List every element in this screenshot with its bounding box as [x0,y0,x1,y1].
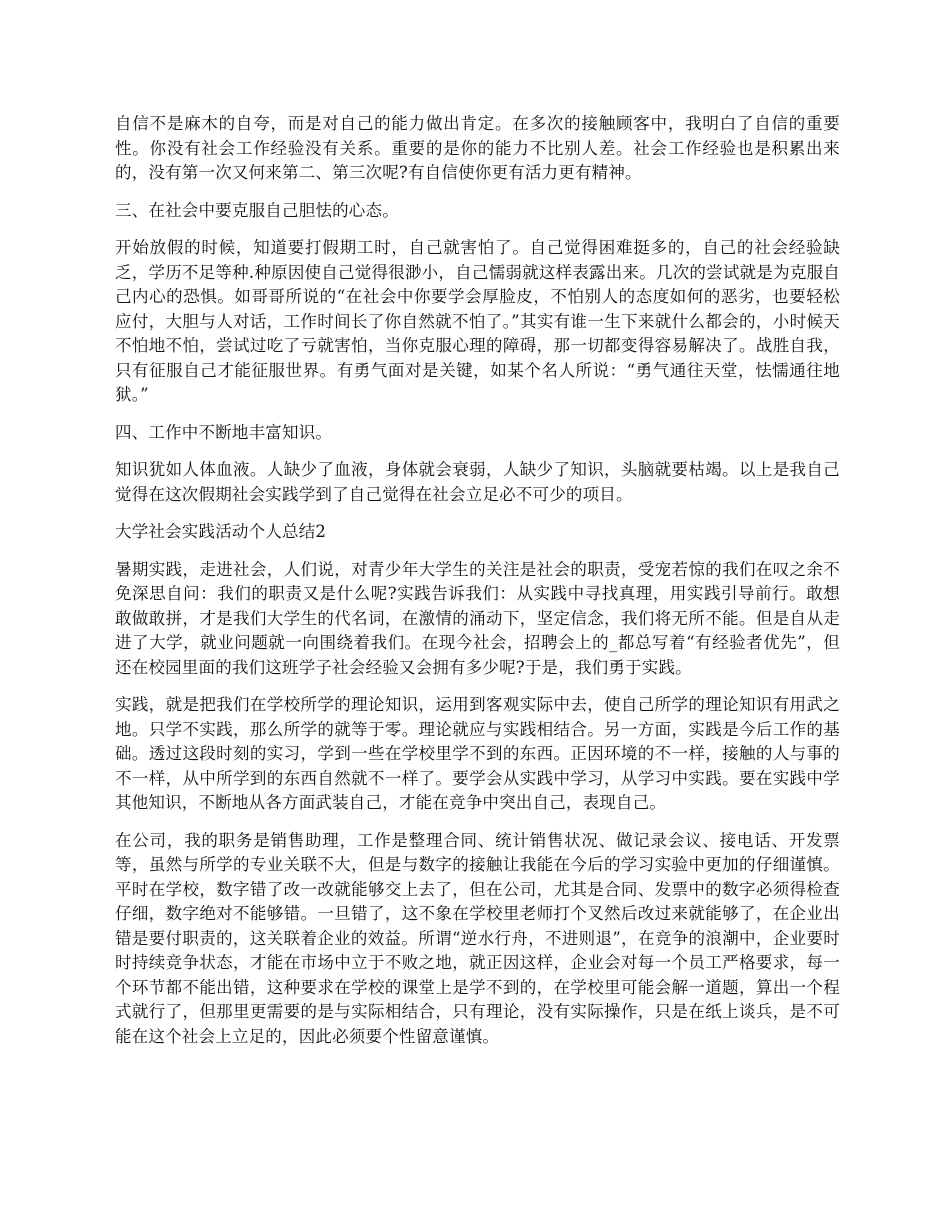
document-page [115,112,840,1062]
paragraph-overcome-fear: 开始放假的时候，知道要打假期工时，自己就害怕了。自己觉得困难挺多的，自己的社会经验缺乏，学历不足等种.种原因使自己觉得很渺小，自己懦弱就这样表露出来。几次的尝试就是为克服自己内心的恐惧。如哥哥所说的“在社会中你要学会厚脸皮，不怕别人的态度如何的恶劣，也要轻松应付，大胆与人对话，工作时间长了你自然就不怕了。”其实有谁一生下来就什么都会的，小时候天不怕地不怕，尝试过吃了亏就害怕，当你克服心理的障碍，那一切都变得容易解决了。战胜自我，只有征服自己才能征服世界。有勇气面对是关键，如某个名人所说：“勇气通往天堂，怯懦通往地狱。” [115,238,840,404]
paragraph-summer-practice: 暑期实践，走进社会，人们说，对青少年大学生的关注是社会的职责，受宠若惊的我们在叹之余不免深思自问：我们的职责又是什么呢?实践告诉我们：从实践中寻找真理，用实践引导前行。敢想敢做敢拼，才是我们大学生的代名词，在激情的涌动下，坚定信念，我们将无所不能。但是自从走进了大学，就业问题就一向围绕着我们。在现今社会，招聘会上的_都总写着“有经验者优先”，但还在校园里面的我们这班学子社会经验又会拥有多少呢?于是，我们勇于实践。 [115,559,840,677]
paragraph-practice-theory: 实践，就是把我们在学校所学的理论知识，运用到客观实际中去，使自己所学的理论知识有用武之地。只学不实践，那么所学的就等于零。理论就应与实践相结合。另一方面，实践是今后工作的基础。透过这段时刻的实习，学到一些在学校里学不到的东西。正因环境的不一样，接触的人与事的不一样，从中所学到的东西自然就不一样了。要学会从实践中学习，从学习中实践。要在实践中学其他知识，不断地从各方面武装自己，才能在竞争中突出自己，表现自己。 [115,695,840,812]
heading-section-3: 三、在社会中要克服自己胆怯的心态。 [115,200,399,220]
paragraph-knowledge: 知识犹如人体血液。人缺少了血液，身体就会衰弱，人缺少了知识，头脑就要枯竭。以上是我自己觉得在这次假期社会实践学到了自己觉得在社会立足必不可少的项目。 [115,460,840,504]
paragraph-confidence: 自信不是麻木的自夸，而是对自己的能力做出肯定。在多次的接触顾客中，我明白了自信的重要性。你没有社会工作经验没有关系。重要的是你的能力不比别人差。社会工作经验也是积累出来的，没有第一次又何来第二、第三次呢?有自信使你更有活力更有精神。 [115,114,840,182]
heading-summary-2: 大学社会实践活动个人总结2 [115,522,327,541]
paragraph-sales-assistant: 在公司，我的职务是销售助理，工作是整理合同、统计销售状况、做记录会议、接电话、开发票等，虽然与所学的专业关联不大，但是与数字的接触让我能在今后的学习实验中更加的仔细谨慎。平时在学校，数字错了改一改就能够交上去了，但在公司，尤其是合同、发票中的数字必须得检查仔细，数字绝对不能够错。一旦错了，这不象在学校里老师打个叉然后改过来就能够了，在企业出错是要付职责的，这关联着企业的效益。所谓“逆水行舟，不进则退”，在竞争的浪潮中，企业要时时持续竞争状态，才能在市场中立于不败之地，就正因这样，企业会对每一个员工严格要求，每一个环节都不能出错，这种要求在学校的课堂上是学不到的，在学校里可能会解一道题，算出一个程式就行了，但那里更需要的是与实际相结合，只有理论，没有实际操作，只是在纸上谈兵，是不可能在这个社会上立足的，因此必须要个性留意谨慎。 [115,830,840,1046]
heading-section-4: 四、工作中不断地丰富知识。 [115,422,333,442]
